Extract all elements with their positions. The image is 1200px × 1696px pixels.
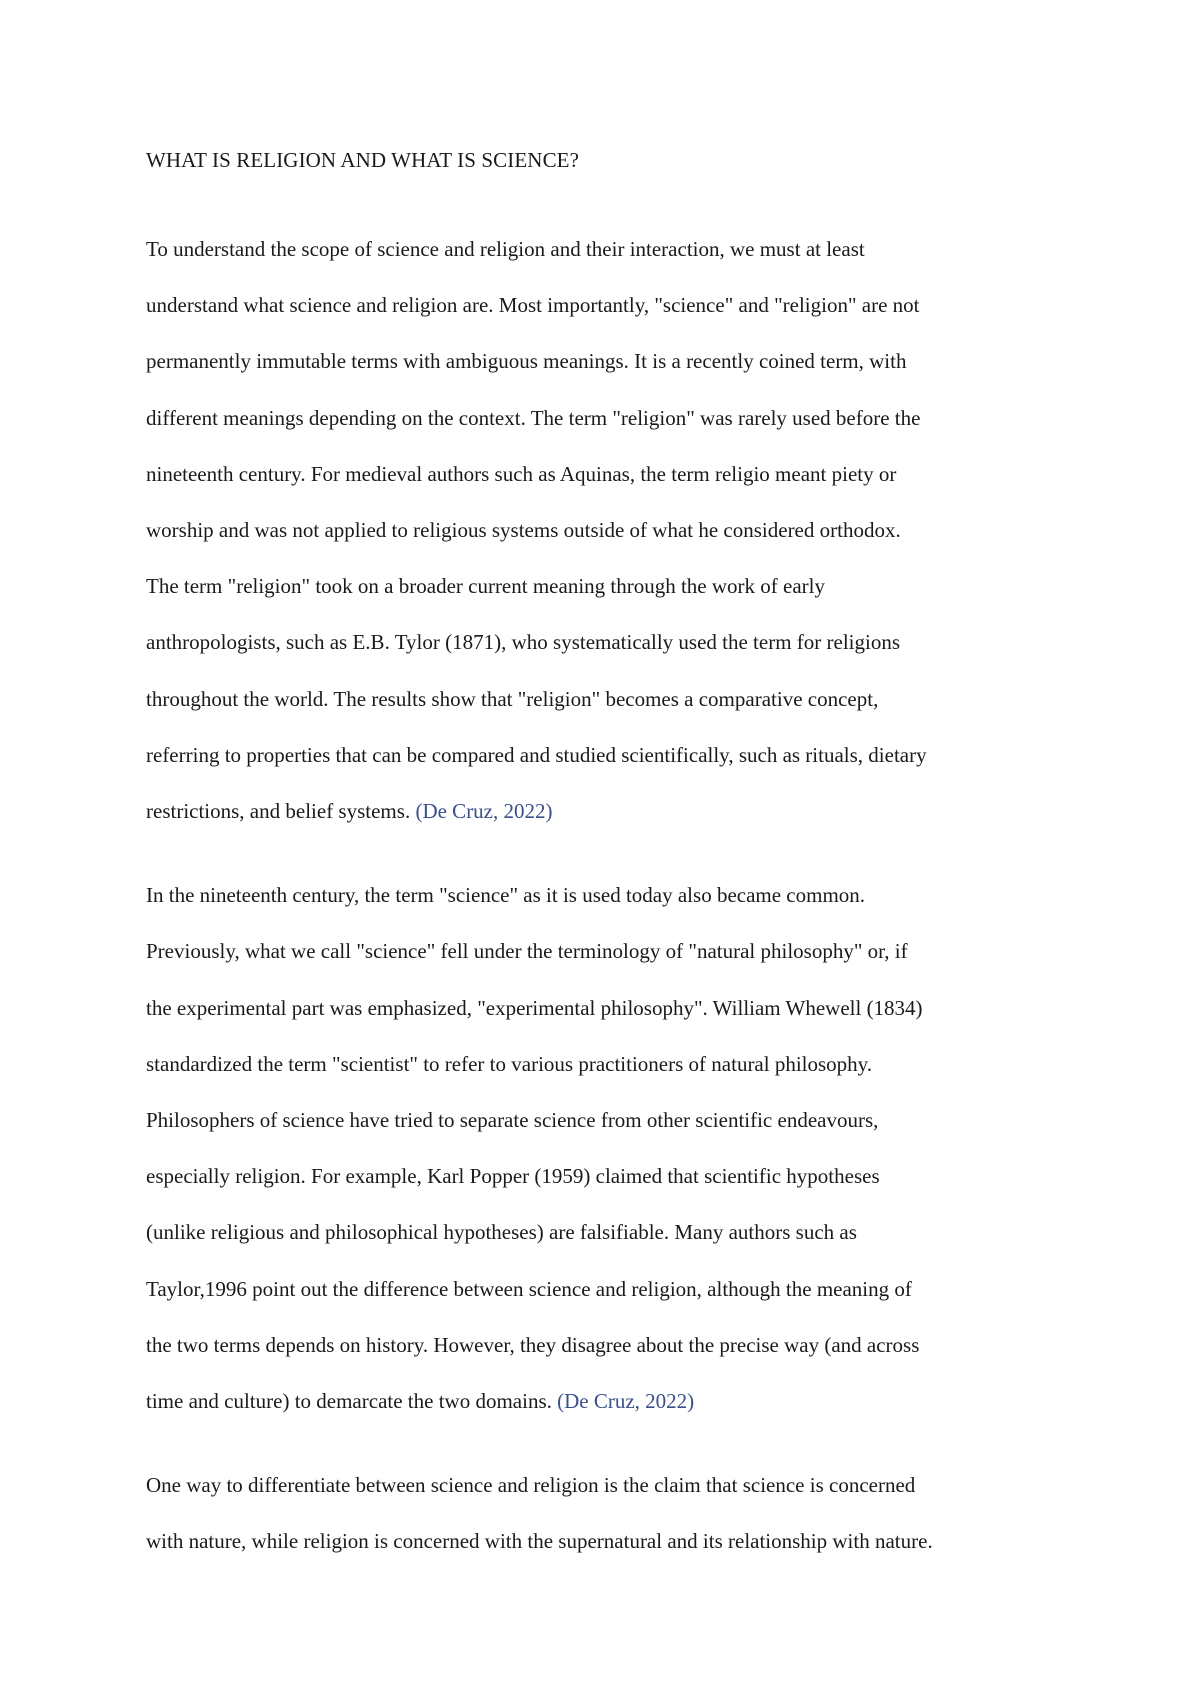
paragraph-text: time and culture) to demarcate the two domains. (146, 1389, 552, 1414)
paragraph-line: permanently immutable terms with ambiguous meanings. It is a recently coined term, with (146, 349, 907, 374)
paragraph-line: One way to differentiate between science and religion is the claim that science is concerned (146, 1473, 916, 1498)
document-page (146, 140, 1076, 1570)
paragraph-last-line (146, 1373, 1076, 1429)
paragraph-line: nineteenth century. For medieval authors such as Aquinas, the term religio meant piety or (146, 461, 897, 486)
paragraph-line: Philosophers of science have tried to separate science from other scientific endeavours, (146, 1108, 879, 1133)
paragraph-line: To understand the scope of science and religion and their interaction, we must at least (146, 237, 865, 261)
paragraph-line: understand what science and religion are. Most importantly, "science" and "religion" are not (146, 293, 920, 318)
paragraph-line: the two terms depends on history. However, they disagree about the precise way (and across (146, 1332, 920, 1357)
paragraph-line: The term "religion" took on a broader current meaning through the work of early (146, 574, 826, 599)
paragraph-line: worship and was not applied to religious systems outside of what he considered orthodox. (146, 518, 901, 543)
paragraph-line: In the nineteenth century, the term "science" as it is used today also became common. (146, 883, 866, 908)
paragraph-line: the experimental part was emphasized, "experimental philosophy". William Whewell (1834) (146, 995, 923, 1020)
paragraph-2 (146, 867, 1076, 1429)
paragraph-line: (unlike religious and philosophical hypotheses) are falsifiable. Many authors such as (146, 1220, 857, 1245)
paragraph-line: with nature, while religion is concerned with the supernatural and its relationship with nature. (146, 1529, 933, 1554)
paragraph-line: referring to properties that can be compared and studied scientifically, such as rituals, dietary (146, 742, 927, 767)
paragraph-line: anthropologists, such as E.B. Tylor (1871), who systematically used the term for religions (146, 630, 901, 655)
paragraph-1 (146, 221, 1076, 839)
paragraph-line: different meanings depending on the context. The term "religion" was rarely used before the (146, 405, 921, 430)
paragraph-line: Previously, what we call "science" fell under the terminology of "natural philosophy" or, if (146, 939, 908, 964)
paragraph-line: standardized the term "scientist" to refer to various practitioners of natural philosophy. (146, 1051, 873, 1076)
citation-link[interactable]: (De Cruz, 2022) (415, 799, 553, 824)
paragraph-last-line (146, 783, 1076, 839)
paragraph-line: especially religion. For example, Karl Popper (1959) claimed that scientific hypotheses (146, 1164, 880, 1189)
citation-link[interactable]: (De Cruz, 2022) (557, 1389, 695, 1414)
paragraph-line: throughout the world. The results show that "religion" becomes a comparative concept, (146, 686, 879, 711)
paragraph-line: Taylor,1996 point out the difference between science and religion, although the meaning of (146, 1276, 912, 1301)
paragraph-3 (146, 1457, 1076, 1569)
paragraph-text: restrictions, and belief systems. (146, 799, 411, 824)
section-heading: WHAT IS RELIGION AND WHAT IS SCIENCE? (146, 148, 580, 172)
